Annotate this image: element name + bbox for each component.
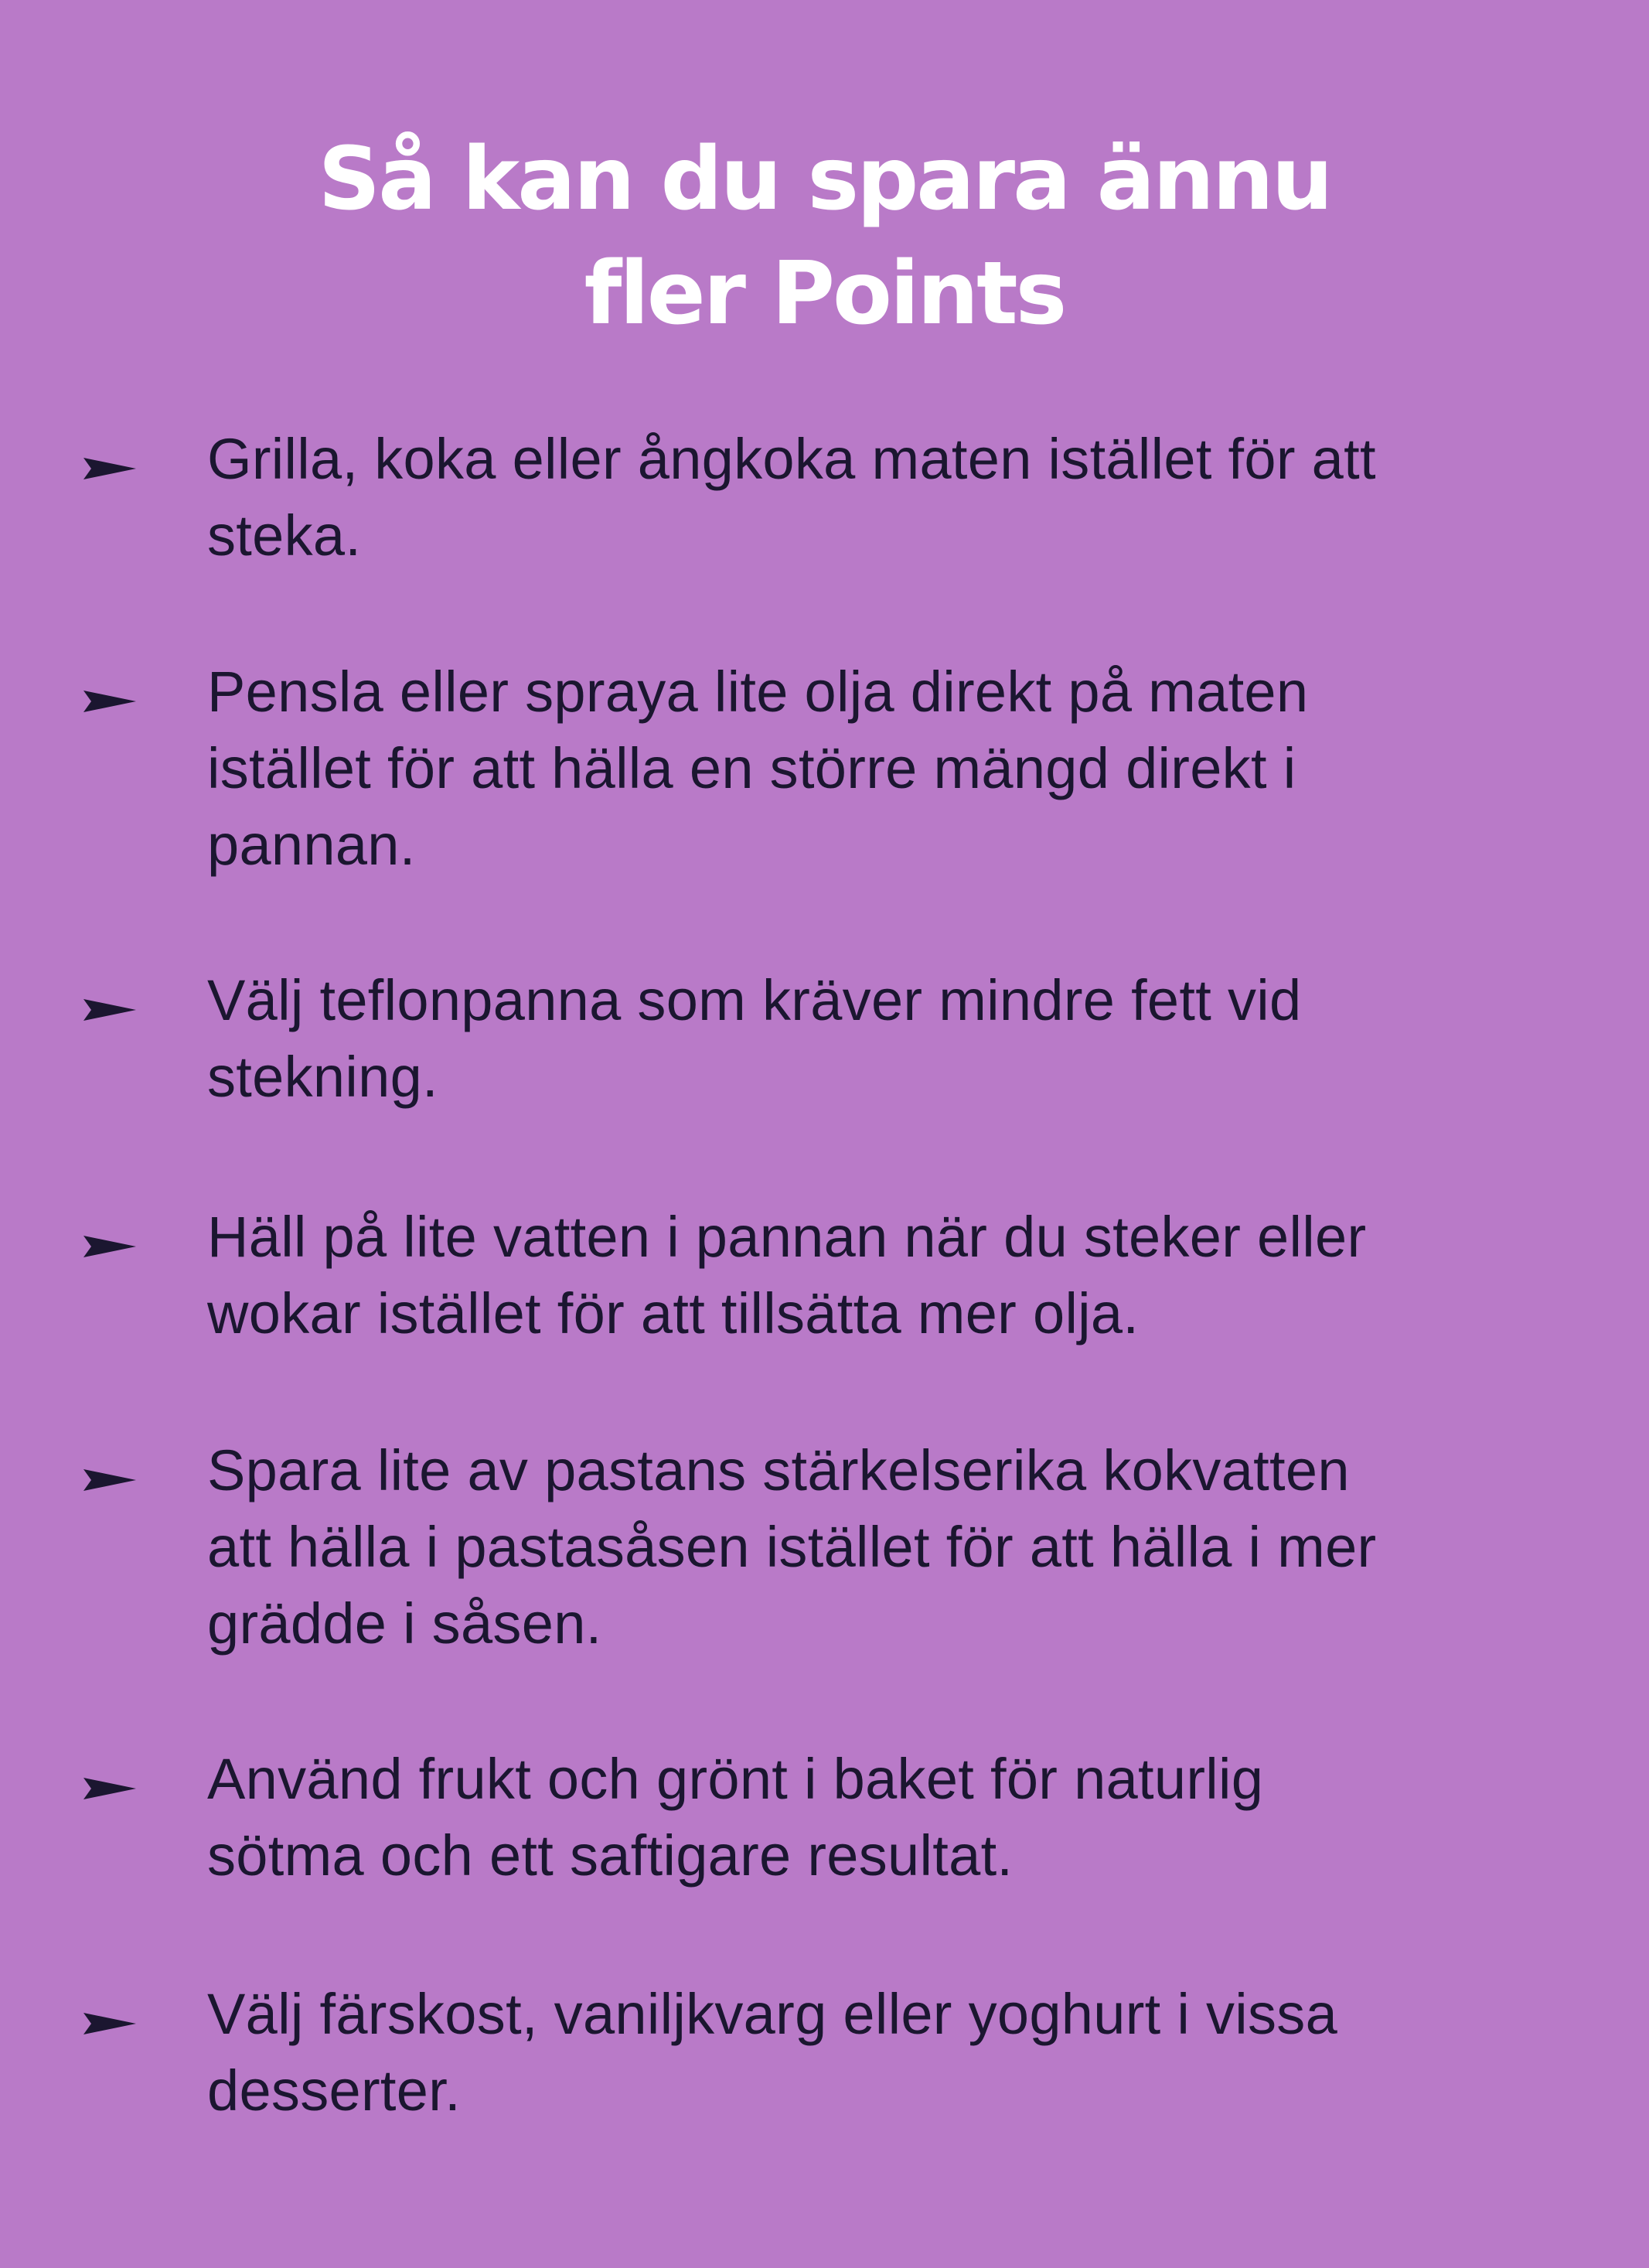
tip-text: Pensla eller spraya lite olja direkt på maten istället för att hälla en större mängd direkt i pannan.	[207, 660, 1309, 877]
right-pointing-triangle-icon	[83, 2010, 136, 2038]
right-pointing-triangle-icon	[83, 1233, 136, 1260]
title-line-2: fler Points	[584, 244, 1065, 344]
tip-text: Grilla, koka eller ångkoka maten istället för att steka.	[207, 427, 1376, 568]
page-title	[155, 122, 1494, 351]
right-pointing-triangle-icon	[83, 1466, 136, 1494]
right-pointing-triangle-icon	[83, 687, 136, 715]
tip-text: Välj teflonpanna som kräver mindre fett vid stekning.	[207, 968, 1302, 1109]
tip-text: Häll på lite vatten i pannan när du steker eller wokar istället för att tillsätta mer olja.	[207, 1205, 1367, 1345]
tip-text: Använd frukt och grönt i baket för naturlig sötma och ett saftigare resultat.	[207, 1747, 1264, 1888]
tip-text: Välj färskost, vaniljkvarg eller yoghurt i vissa desserter.	[207, 1982, 1338, 2123]
title-line-1: Så kan du spara ännu	[318, 129, 1331, 230]
right-pointing-triangle-icon	[83, 996, 136, 1024]
right-pointing-triangle-icon	[83, 455, 136, 483]
right-pointing-triangle-icon	[83, 1775, 136, 1802]
tip-text: Spara lite av pastans stärkelserika kokvatten att hälla i pastasåsen istället för att hälla i mer grädde i såsen.	[207, 1438, 1377, 1656]
